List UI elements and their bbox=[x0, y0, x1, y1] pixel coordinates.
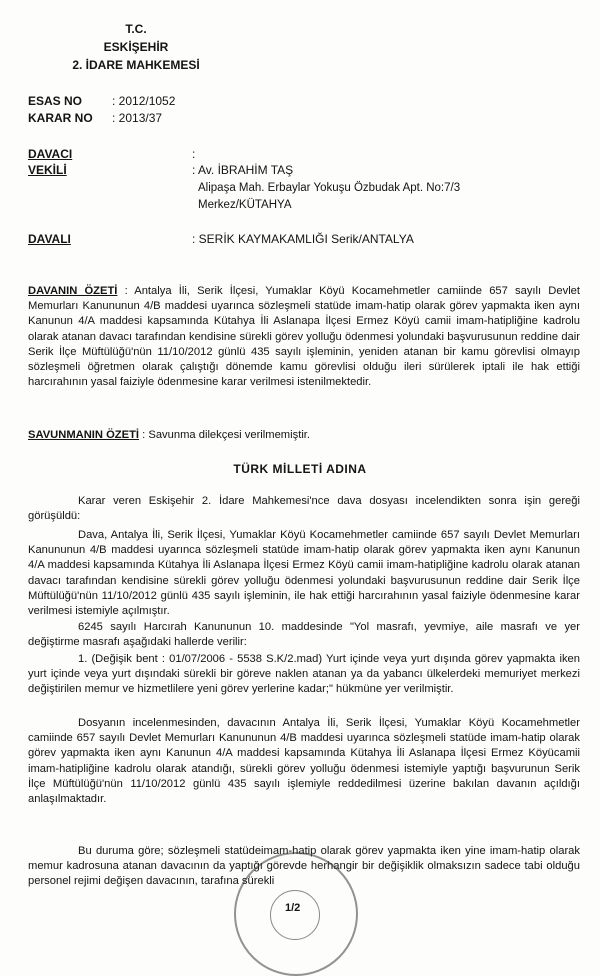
karar-label: KARAR NO bbox=[28, 111, 93, 125]
defense-summary-text: : Savunma dilekçesi verilmemiştir. bbox=[142, 429, 311, 441]
attorney-address bbox=[198, 180, 460, 214]
case-summary-text: : Antalya İli, Serik İlçesi, Yumaklar Köyü Kocamehmetler camiinde 657 sayılı Devlet Memurları Kanununun 4/B maddesi uyarınca sözleşmeli statüde imam-hatip olarak görev yapmakta iken aynı Kanunun 4/A maddesi kapsamında Kütahya İli Aslanapa İlçesi Ermez Köyü camii imam-hatipliğine kadrolu olarak atanan davacı tarafından kendisine sürekli görev yolluğu ödenmesi yolundaki başvurusunun reddine dair Serik İlçe Müftülüğü'nün 11/10/2012 günlü 435 sayılı işleminin, yeniden atanan bir kamu görevlisi olmayıp sözleşmeli öğretmen olarak çalıştığı dönemde kamu görevlisi olduğu ileri sürülerek iptali ile hak ettiği harcırahının yasal faiziyle ödenmesine karar verilmesi istenilmektedir. bbox=[28, 285, 581, 389]
body-paragraph: Karar veren Eskişehir 2. İdare Mahkemesi'nce dava dosyası incelendikten sonra işin gereği görüşüldü: bbox=[28, 495, 580, 523]
vekili-value: : Av. İBRAHİM TAŞ bbox=[192, 163, 294, 177]
davali-row bbox=[28, 232, 414, 246]
esas-row bbox=[28, 94, 175, 108]
address-line-1: Alipaşa Mah. Erbaylar Yokuşu Özbudak Apt. No:7/3 bbox=[198, 182, 461, 194]
header-line-city: ESKİŞEHİR bbox=[103, 40, 169, 54]
body-paragraph: 6245 sayılı Harcırah Kanununun 10. maddesinde "Yol masrafı, yevmiye, aile masrafı ve yer değiştirme masrafı aşağıdaki hallerde verilir: bbox=[28, 621, 580, 649]
karar-value: : 2013/37 bbox=[112, 111, 163, 125]
court-header bbox=[46, 20, 226, 74]
body-paragraph: Dava, Antalya İli, Serik İlçesi, Yumaklar Köyü Kocamehmetler camiinde 657 sayılı Devlet Memurları Kanununun 4/B maddesi uyarınca sözleşmeli statüde imam-hatip olarak görev yapmakta iken aynı Kanunun 4/A maddesi kapsamında Kütahya İli Aslanapa İlçesi Ermez Köyü camii imam-hatipliğine kadrolu olarak atanan davacı tarafından kendisine sürekli görev yolluğu ödenmesi yolundaki başvurusunun reddine dair Serik İlçe Müftülüğü'nün 11/10/2012 günlü 435 sayılı işleminin, ile hak ettiği harcırahının yasal faiziyle ödenmesine karar verilmesi istemiyle açılmıştır. bbox=[28, 529, 580, 618]
karar-row bbox=[28, 111, 162, 125]
esas-label: ESAS NO bbox=[28, 94, 83, 108]
davaci-row bbox=[28, 147, 195, 161]
case-summary bbox=[28, 284, 580, 390]
judgment-title: TÜRK MİLLETİ ADINA bbox=[233, 462, 367, 476]
vekili-row bbox=[28, 163, 293, 177]
davali-label: DAVALI bbox=[28, 232, 71, 246]
davali-value: : SERİK KAYMAKAMLIĞI Serik/ANTALYA bbox=[192, 232, 414, 246]
court-seal-inner-ring bbox=[270, 890, 320, 940]
davaci-value: : bbox=[192, 147, 196, 161]
header-line-court: 2. İDARE MAHKEMESİ bbox=[72, 58, 200, 72]
case-summary-label: DAVANIN ÖZETİ bbox=[28, 285, 118, 297]
address-line-2: Merkez/KÜTAHYA bbox=[198, 199, 292, 211]
defense-summary bbox=[28, 428, 580, 443]
header-line-tc: T.C. bbox=[125, 22, 147, 36]
esas-value: : 2012/1052 bbox=[112, 94, 176, 108]
vekili-label: VEKİLİ bbox=[28, 163, 67, 177]
body-paragraph: Bu duruma göre; sözleşmeli statüdeimam-hatip olarak görev yapmakta iken yine imam-hatip olarak memur kadrosuna atanan davacının da yaptığı görevde herhangir bir değişiklik olmaksızın sadece tabi olduğu personel rejimi değişen davacının, tarafına sürekli bbox=[28, 845, 580, 888]
page-number: 1/2 bbox=[285, 902, 301, 914]
body-paragraph: Dosyanın incelenmesinden, davacının Antalya İli, Serik İlçesi, Yumaklar Köyü Kocamehmetler camiinde 657 sayılı Devlet Memurları Kanununun 4/B maddesi uyarınca sözleşmeli statüde imam-hatip olarak görev yapmakta iken aynı Kanunun 4/A maddesi kapsamında Kütahya İli Aslanapa İlçesi Ermez Köyücamii imam-hatipliğine kadrolu olarak atandığı, sürekli görev yolluğu ödenmesi istemiyle yaptığı başvurunun Serik İlçe Müftülüğü'nün 11/10/2012 günlü 435 sayılı işlemiyle reddedilmesi üzerine bakılan davanın açıldığı anlaşılmaktadır. bbox=[28, 717, 580, 806]
davaci-label: DAVACI bbox=[28, 147, 73, 161]
defense-summary-label: SAVUNMANIN ÖZETİ bbox=[28, 429, 140, 441]
body-paragraph: 1. (Değişik bent : 01/07/2006 - 5538 S.K/2.mad) Yurt içinde veya yurt dışında görev yapmakta iken yurt içinde veya yurt dışındaki sürekli bir göreve naklen atanan ya da yabancı ülkelerdeki memuriyet merkezi değiştirilen memur ve hizmetlilere yeni görev yerlerine kadar;" hükmüne yer verilmiştir. bbox=[28, 653, 580, 696]
